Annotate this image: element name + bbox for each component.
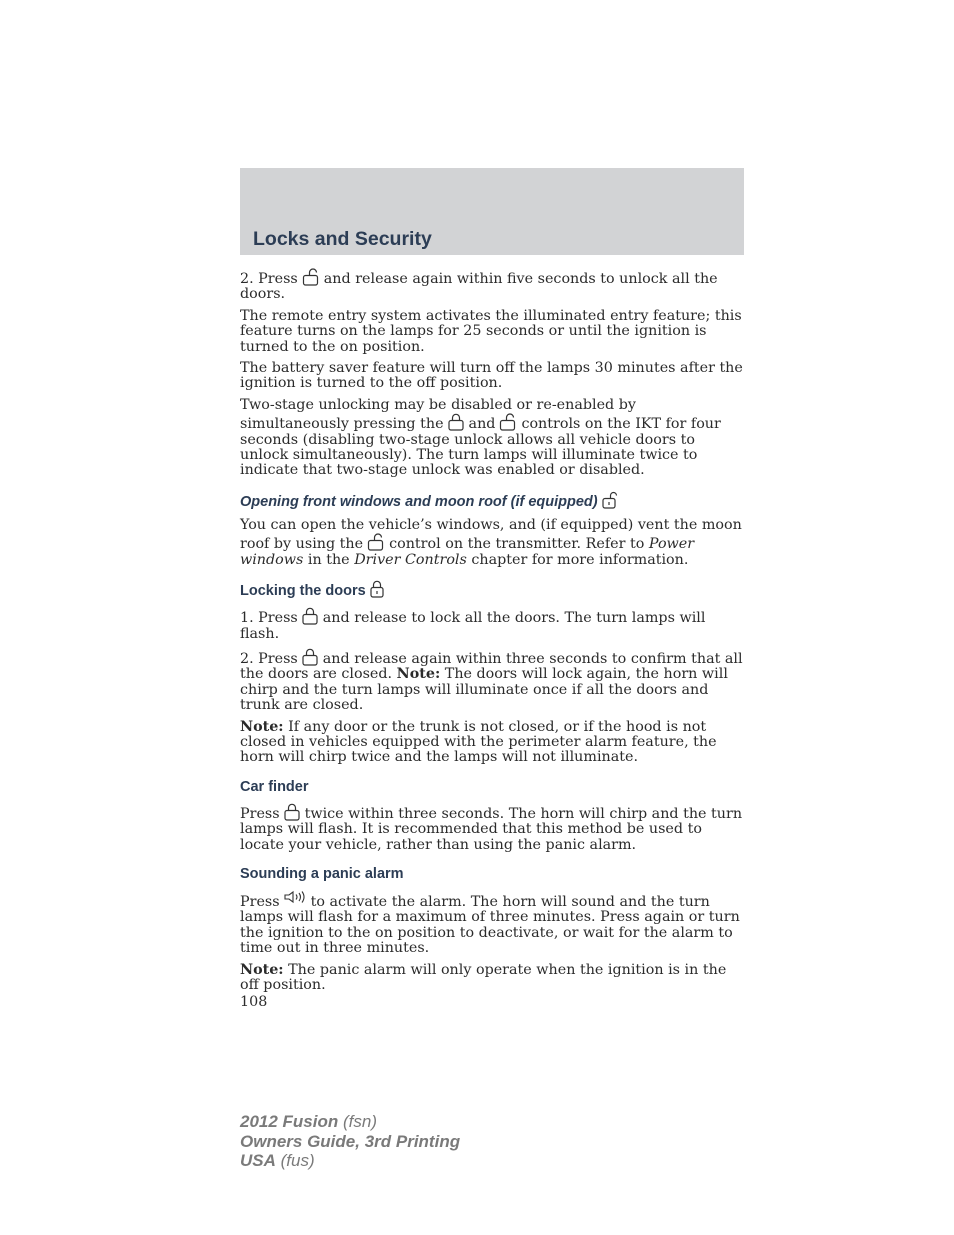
- lock-icon: [302, 607, 318, 625]
- heading-panic-alarm: Sounding a panic alarm: [240, 865, 404, 882]
- paragraph-battery-saver: The battery saver feature will turn off the lamps 30 minutes after the ignition is turned to the off position.: [240, 360, 743, 392]
- paragraph-car-finder: Press twice within three seconds. The horn will chirp and the turn lamps will flash. It is recommended that this method be used to locate your vehicle, rather than using the panic alarm.: [240, 803, 746, 853]
- panic-icon: [284, 890, 306, 904]
- section-title: Locks and Security: [253, 228, 432, 250]
- paragraph-panic-alarm: Press to activate the alarm. The horn will sound and the turn lamps will flash for a maximum of three minutes. Press again or turn the ignition to the on position to deactivate, or wait for the alarm to time out in three minutes.: [240, 890, 746, 957]
- lock-icon: [302, 648, 318, 666]
- paragraph-open-windows: You can open the vehicle’s windows, and (if equipped) vent the moon roof by using the control on the transmitter. Refer to Power windows in the Driver Controls chapter for more information.: [240, 516, 742, 568]
- lock-icon: [448, 413, 464, 431]
- page-number: 108: [240, 994, 268, 1011]
- reference-driver-controls: Driver Controls: [354, 551, 467, 568]
- paragraph-two-stage: Two-stage unlocking may be disabled or re-enabled by simultaneously pressing the and controls on the IKT for four seconds (disabling two-stage unlock allows all vehicle doors to unlock simultaneously). The turn lamps will illuminate twice to indicate that two-stage unlock was enabled or disabled.: [240, 396, 721, 479]
- document-footer: [240, 1112, 460, 1171]
- lock-icon: [284, 803, 300, 821]
- footer-line-1: 2012 Fusion (fsn): [240, 1112, 377, 1131]
- reference-power-windows: Power windows: [240, 536, 695, 568]
- footer-line-3: USA (fus): [240, 1151, 315, 1170]
- heading-car-finder: Car finder: [240, 778, 309, 795]
- paragraph-illuminated-entry: The remote entry system activates the illuminated entry feature; this feature turns on the lamps for 25 seconds or until the ignition is turned to the on position.: [240, 307, 742, 355]
- unlock-icon: [602, 491, 618, 509]
- paragraph-lock-step2: 2. Press and release again within three seconds to confirm that all the doors are closed. Note: The doors will lock again, the horn will chirp and the turn lamps will illuminate once if all the doors and trunk are closed.: [240, 648, 746, 714]
- paragraph-unlock-step2: 2. Press and release again within five seconds to unlock all the doors.: [240, 268, 746, 303]
- heading-opening-windows: Opening front windows and moon roof (if equipped): [240, 491, 746, 511]
- paragraph-panic-note: Note: The panic alarm will only operate when the ignition is in the off position.: [240, 961, 727, 993]
- heading-locking-doors: Locking the doors: [240, 580, 746, 600]
- paragraph-lock-step1: 1. Press and release to lock all the doors. The turn lamps will flash.: [240, 607, 746, 642]
- unlock-icon: [367, 533, 384, 551]
- footer-line-2: Owners Guide, 3rd Printing: [240, 1131, 461, 1151]
- unlock-icon: [499, 413, 516, 431]
- page-content: [240, 268, 746, 1011]
- section-header: [240, 168, 744, 255]
- unlock-icon: [302, 268, 319, 286]
- lock-icon: [370, 580, 384, 598]
- paragraph-lock-note: Note: If any door or the trunk is not closed, or if the hood is not closed in vehicles equipped with the perimeter alarm feature, the horn will chirp twice and the lamps will not illuminate.: [240, 718, 717, 766]
